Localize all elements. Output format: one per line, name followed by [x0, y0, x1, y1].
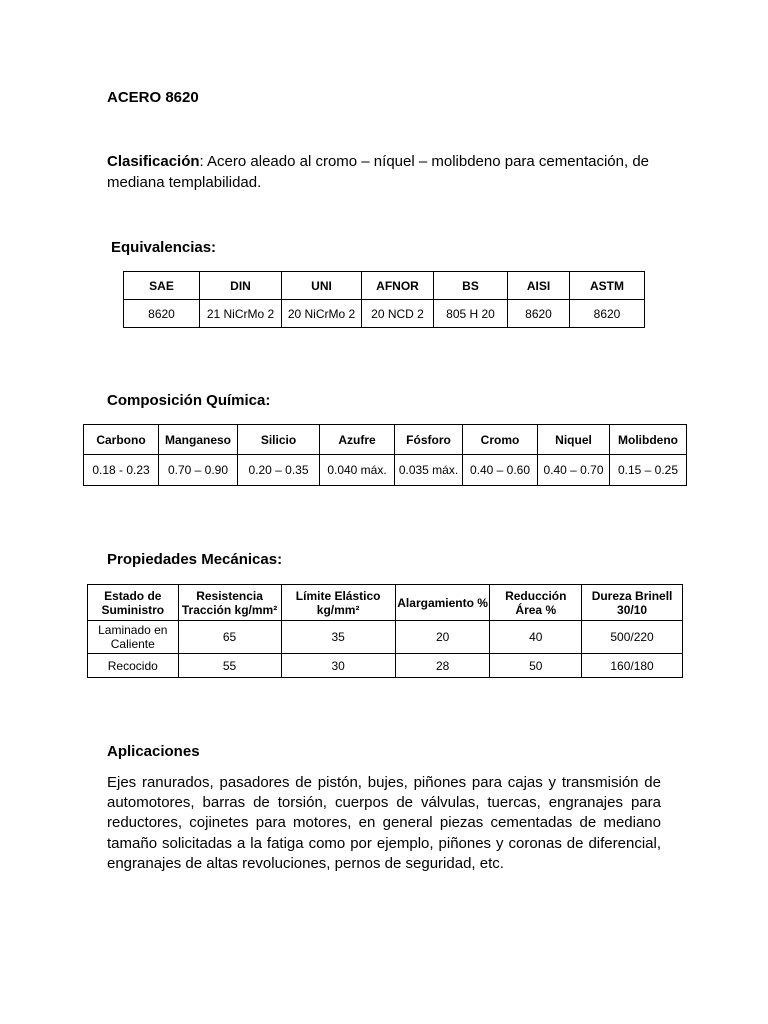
aplicaciones-heading: Aplicaciones: [107, 743, 200, 760]
table-cell: 0.035 máx.: [395, 455, 463, 486]
header-cell: Resistencia Tracción kg/mm²: [178, 585, 281, 621]
table-cell: 8620: [508, 300, 570, 328]
propiedades-heading: Propiedades Mecánicas:: [107, 551, 283, 568]
table-cell: 35: [281, 621, 395, 654]
header-cell: Alargamiento %: [395, 585, 490, 621]
table-cell: 21 NiCrMo 2: [200, 300, 282, 328]
header-cell: Límite Elástico kg/mm²: [281, 585, 395, 621]
classification-label: Clasificación: [107, 153, 200, 170]
composicion-table: [83, 424, 687, 486]
table-cell: Laminado en Caliente: [88, 621, 179, 654]
table-cell: 55: [178, 654, 281, 678]
table-header-row: [88, 585, 683, 621]
composicion-heading: Composición Química:: [107, 392, 271, 409]
table-cell: 0.70 – 0.90: [159, 455, 238, 486]
table-cell: 0.40 – 0.70: [538, 455, 610, 486]
document-title: ACERO 8620: [107, 89, 199, 106]
header-cell: AFNOR: [362, 272, 434, 300]
table-cell: 0.18 - 0.23: [84, 455, 159, 486]
table-cell: 500/220: [582, 621, 683, 654]
table-header-row: [84, 425, 687, 455]
header-cell: Azufre: [320, 425, 395, 455]
table-row: [88, 621, 683, 654]
table-cell: Recocido: [88, 654, 179, 678]
table-cell: 20 NiCrMo 2: [282, 300, 362, 328]
header-cell: SAE: [124, 272, 200, 300]
table-cell: 805 H 20: [434, 300, 508, 328]
table-cell: 50: [490, 654, 582, 678]
header-cell: Silicio: [238, 425, 320, 455]
header-cell: DIN: [200, 272, 282, 300]
table-row: [124, 300, 645, 328]
header-cell: Reducción Área %: [490, 585, 582, 621]
header-cell: Molibdeno: [610, 425, 687, 455]
table-row: [88, 654, 683, 678]
table-cell: 160/180: [582, 654, 683, 678]
header-cell: Manganeso: [159, 425, 238, 455]
header-cell: Fósforo: [395, 425, 463, 455]
table-cell: 20: [395, 621, 490, 654]
classification-text: : Acero aleado al cromo – níquel – molibdeno para cementación, de mediana templabilidad.: [107, 153, 649, 191]
header-cell: Niquel: [538, 425, 610, 455]
header-cell: UNI: [282, 272, 362, 300]
table-cell: 65: [178, 621, 281, 654]
table-row: [84, 455, 687, 486]
classification-paragraph: [107, 151, 663, 193]
aplicaciones-paragraph: Ejes ranurados, pasadores de pistón, bujes, piñones para cajas y transmisión de automotores, barras de torsión, cuerpos de válvulas, tuercas, engranajes para reductores, cojinetes para motores, en general piezas cementadas de mediano tamaño solicitadas a la fatiga como por ejemplo, piñones y coronas de diferencial, engranajes de altas revoluciones, pernos de seguridad, etc.: [107, 774, 661, 872]
table-cell: 40: [490, 621, 582, 654]
table-header-row: [124, 272, 645, 300]
equivalencias-table: [123, 271, 645, 328]
propiedades-table: [87, 584, 683, 678]
table-cell: 0.40 – 0.60: [463, 455, 538, 486]
header-cell: Carbono: [84, 425, 159, 455]
table-cell: 28: [395, 654, 490, 678]
table-cell: 0.20 – 0.35: [238, 455, 320, 486]
header-cell: AISI: [508, 272, 570, 300]
header-cell: BS: [434, 272, 508, 300]
table-cell: 8620: [124, 300, 200, 328]
table-cell: 30: [281, 654, 395, 678]
table-cell: 8620: [570, 300, 645, 328]
header-cell: ASTM: [570, 272, 645, 300]
header-cell: Cromo: [463, 425, 538, 455]
table-cell: 0.15 – 0.25: [610, 455, 687, 486]
equivalencias-heading: Equivalencias:: [111, 239, 217, 256]
header-cell: Estado de Suministro: [88, 585, 179, 621]
table-cell: 20 NCD 2: [362, 300, 434, 328]
header-cell: Dureza Brinell 30/10: [582, 585, 683, 621]
table-cell: 0.040 máx.: [320, 455, 395, 486]
